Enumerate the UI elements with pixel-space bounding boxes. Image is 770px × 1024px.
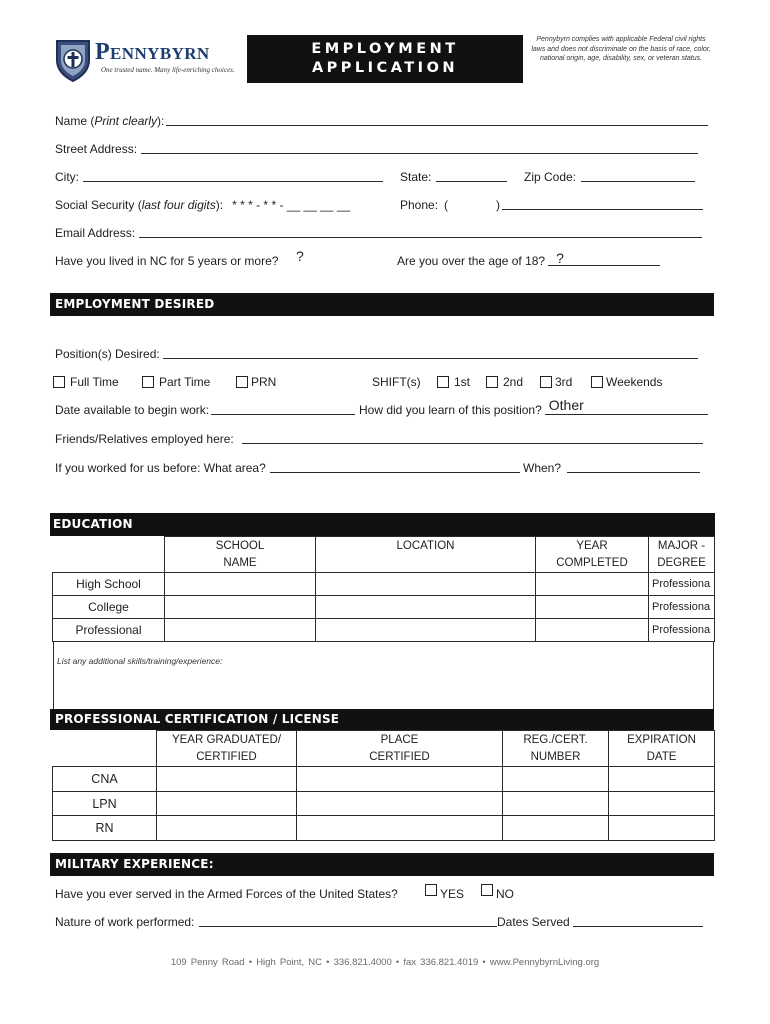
major-degree-cell[interactable]: Professiona	[649, 596, 715, 619]
relatives-label: Friends/Relatives employed here:	[55, 432, 234, 446]
previous-area-group	[55, 460, 520, 476]
start-date-field[interactable]	[211, 414, 355, 415]
major-degree-cell[interactable]: Professiona	[649, 619, 715, 642]
ssn-group	[55, 197, 385, 213]
place-certified-cell[interactable]	[297, 792, 503, 816]
phone-area-close: )	[496, 198, 501, 212]
expiration-date-cell[interactable]	[609, 767, 715, 792]
phone-group	[400, 197, 703, 213]
school-name-cell[interactable]	[165, 596, 316, 619]
dates-served-group	[497, 914, 703, 930]
education-level-label: High School	[53, 573, 165, 596]
shift-label-group	[372, 374, 421, 390]
brand-tagline: One trusted name. Many life-enriching choices.	[101, 66, 235, 74]
education-table	[52, 536, 715, 642]
school-name-cell[interactable]	[165, 619, 316, 642]
reg-cert-number-header: REG./CERT. NUMBER	[503, 731, 609, 767]
place-certified-cell[interactable]	[297, 767, 503, 792]
year-completed-cell[interactable]	[536, 596, 649, 619]
reg-cert-number-cell[interactable]	[503, 792, 609, 816]
state-label: State:	[400, 170, 432, 184]
certification-header-row	[53, 731, 715, 767]
nature-of-work-field[interactable]	[199, 926, 497, 927]
prn-label: PRN	[251, 375, 277, 389]
armed-forces-no-checkbox[interactable]	[481, 884, 493, 896]
age-answer[interactable]: ?	[556, 250, 564, 266]
name-label: Name (Print clearly):	[55, 114, 165, 128]
start-date-group	[55, 402, 355, 418]
shift-2nd-label: 2nd	[503, 375, 524, 389]
school-name-header: SCHOOL NAME	[165, 537, 316, 573]
skills-textarea[interactable]	[53, 641, 714, 710]
compliance-notice: Pennybyrn complies with applicable Federal civil rights laws and does not discriminate on the basis of race, color, national origin, age, disability, sex, or veteran status.	[531, 36, 711, 63]
phone-area-open: (	[444, 198, 449, 212]
education-header-row	[53, 537, 715, 573]
city-group	[55, 169, 383, 185]
military-experience-header: MILITARY EXPERIENCE:	[50, 853, 714, 876]
table-row	[53, 573, 715, 596]
dates-served-field[interactable]	[573, 926, 703, 927]
age-question: Are you over the age of 18?	[397, 254, 546, 268]
nc-residency-group	[55, 253, 355, 269]
education-header: EDUCATION	[50, 513, 715, 536]
dates-served-label: Dates Served	[497, 915, 570, 929]
email-field[interactable]	[139, 237, 702, 238]
shift-label: SHIFT(s)	[372, 375, 421, 389]
title-line-2: APPLICATION	[311, 60, 459, 76]
zip-label: Zip Code:	[524, 170, 577, 184]
referral-source-field[interactable]	[545, 397, 708, 415]
relatives-field[interactable]	[242, 443, 703, 444]
nc-residency-question: Have you lived in NC for 5 years or more?	[55, 254, 279, 268]
employment-desired-header: EMPLOYMENT DESIRED	[50, 293, 714, 316]
email-row	[55, 225, 702, 241]
shift-2nd-checkbox[interactable]	[486, 376, 498, 388]
full-time-checkbox[interactable]	[53, 376, 65, 388]
armed-forces-yes-label: YES	[440, 887, 465, 901]
shift-1st-label: 1st	[454, 375, 471, 389]
nc-residency-answer[interactable]: ?	[296, 248, 304, 264]
prn-option[interactable]	[236, 374, 276, 390]
location-header: LOCATION	[316, 537, 536, 573]
relatives-row	[55, 431, 703, 447]
expiration-date-cell[interactable]	[609, 816, 715, 841]
armed-forces-question-group	[55, 886, 398, 902]
year-completed-cell[interactable]	[536, 619, 649, 642]
state-field[interactable]	[436, 181, 507, 182]
certification-type-label: LPN	[53, 792, 157, 816]
year-completed-cell[interactable]	[536, 573, 649, 596]
certification-corner-cell	[53, 731, 157, 767]
positions-row	[55, 346, 698, 362]
armed-forces-no-label: NO	[496, 887, 514, 901]
phone-area-code-field[interactable]	[452, 197, 496, 213]
major-degree-header: MAJOR - DEGREE	[649, 537, 715, 573]
full-time-option[interactable]	[53, 374, 119, 390]
certification-type-label: CNA	[53, 767, 157, 792]
start-date-label: Date available to begin work:	[55, 403, 210, 417]
document-title	[247, 35, 523, 83]
shift-3rd-option[interactable]	[540, 374, 572, 390]
place-certified-cell[interactable]	[297, 816, 503, 841]
zip-field[interactable]	[581, 181, 695, 182]
nature-of-work-group	[55, 914, 497, 930]
street-label: Street Address:	[55, 142, 138, 156]
armed-forces-yes-option[interactable]	[425, 884, 464, 900]
previous-area-field[interactable]	[270, 472, 520, 473]
education-level-label: College	[53, 596, 165, 619]
pennybyrn-shield-icon	[55, 38, 91, 85]
shift-weekends-label: Weekends	[606, 375, 663, 389]
previous-when-label: When?	[523, 461, 562, 475]
footer-contact-info: 109 Penny Road • High Point, NC • 336.821.4000 • fax 336.821.4019 • www.PennybyrnLiving.org	[170, 957, 600, 968]
table-row	[53, 816, 715, 841]
year-graduated-header: YEAR GRADUATED/ CERTIFIED	[157, 731, 297, 767]
city-field[interactable]	[83, 181, 383, 182]
shift-weekends-checkbox[interactable]	[591, 376, 603, 388]
reg-cert-number-cell[interactable]	[503, 767, 609, 792]
full-time-label: Full Time	[70, 375, 119, 389]
table-row	[53, 596, 715, 619]
referral-source-answer[interactable]: Other	[548, 397, 584, 413]
prn-checkbox[interactable]	[236, 376, 248, 388]
certification-table	[52, 730, 715, 841]
table-row	[53, 767, 715, 792]
armed-forces-yes-checkbox[interactable]	[425, 884, 437, 896]
ssn-label: Social Security (last four digits):	[55, 198, 224, 212]
table-row	[53, 619, 715, 642]
skills-label: List any additional skills/training/experience:	[57, 656, 223, 666]
shift-weekends-option[interactable]	[591, 374, 662, 390]
brand-logo-text: Pennybyrn	[95, 39, 210, 65]
referral-source-group	[359, 397, 708, 418]
education-level-label: Professional	[53, 619, 165, 642]
certification-header: PROFESSIONAL CERTIFICATION / LICENSE	[50, 709, 714, 730]
education-corner-cell	[53, 537, 165, 573]
part-time-checkbox[interactable]	[142, 376, 154, 388]
previous-when-field[interactable]	[567, 472, 700, 473]
expiration-date-cell[interactable]	[609, 792, 715, 816]
city-label: City:	[55, 170, 79, 184]
phone-number-field[interactable]	[502, 209, 703, 210]
shift-2nd-option[interactable]	[486, 374, 523, 390]
state-group	[400, 169, 507, 185]
part-time-label: Part Time	[159, 375, 211, 389]
year-graduated-cell[interactable]	[157, 792, 297, 816]
previous-when-group	[523, 460, 700, 476]
shift-3rd-checkbox[interactable]	[540, 376, 552, 388]
major-degree-cell[interactable]: Professiona	[649, 573, 715, 596]
location-cell[interactable]	[316, 619, 536, 642]
shift-1st-option[interactable]	[437, 374, 470, 390]
shift-1st-checkbox[interactable]	[437, 376, 449, 388]
armed-forces-no-option[interactable]	[481, 884, 514, 900]
shift-3rd-label: 3rd	[555, 375, 573, 389]
age-field[interactable]	[548, 250, 660, 266]
referral-source-label: How did you learn of this position?	[359, 403, 542, 417]
street-row	[55, 141, 698, 157]
school-name-cell[interactable]	[165, 573, 316, 596]
age-group	[397, 250, 660, 269]
zip-group	[524, 169, 695, 185]
phone-label: Phone:	[400, 198, 439, 212]
part-time-option[interactable]	[142, 374, 210, 390]
name-row	[55, 113, 708, 129]
positions-field[interactable]	[163, 358, 698, 359]
nature-of-work-label: Nature of work performed:	[55, 915, 195, 929]
armed-forces-question: Have you ever served in the Armed Forces of the United States?	[55, 887, 398, 901]
expiration-date-header: EXPIRATION DATE	[609, 731, 715, 767]
table-row	[53, 792, 715, 816]
year-completed-header: YEAR COMPLETED	[536, 537, 649, 573]
email-label: Email Address:	[55, 226, 136, 240]
location-cell[interactable]	[316, 573, 536, 596]
place-certified-header: PLACE CERTIFIED	[297, 731, 503, 767]
previous-area-label: If you worked for us before: What area?	[55, 461, 266, 475]
title-line-1: EMPLOYMENT	[311, 41, 459, 57]
street-field[interactable]	[141, 153, 698, 154]
reg-cert-number-cell[interactable]	[503, 816, 609, 841]
year-graduated-cell[interactable]	[157, 767, 297, 792]
certification-type-label: RN	[53, 816, 157, 841]
location-cell[interactable]	[316, 596, 536, 619]
name-field[interactable]	[166, 125, 708, 126]
ssn-field[interactable]: * * * - * * - __ __ __ __	[232, 198, 351, 212]
positions-label: Position(s) Desired:	[55, 347, 160, 361]
year-graduated-cell[interactable]	[157, 816, 297, 841]
